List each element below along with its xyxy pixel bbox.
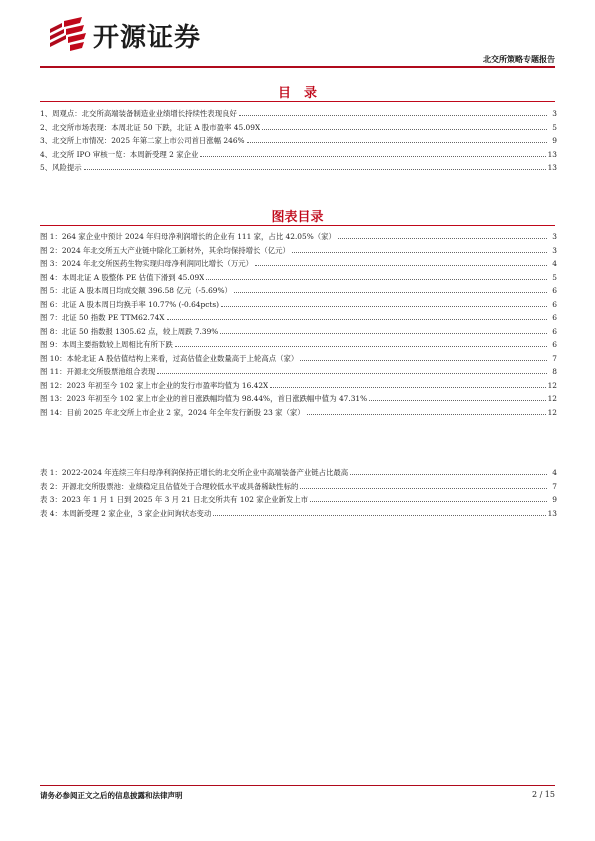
entry-page: 12: [547, 380, 557, 390]
entry-page: 12: [547, 394, 557, 403]
entry-title: 本轮北证 A 股估值结构上来看，过高估值企业数量高于上轮高点（家）: [66, 353, 299, 363]
toc-entry[interactable]: [40, 493, 557, 507]
contents-divider: [40, 101, 555, 102]
entry-number: 表 4：: [40, 508, 62, 518]
entry-title: 北交所市场表现：本周北证 50 下跌，北证 A 股市盈率 45.09X: [52, 122, 261, 132]
entry-title: 北证 A 股本周日均成交额 396.58 亿元（-5.69%）: [61, 286, 232, 295]
entry-page: 13: [547, 508, 557, 518]
entry-page: 3: [552, 245, 557, 255]
dot-leader: [247, 142, 547, 143]
toc-entry[interactable]: [40, 298, 557, 312]
dot-leader: [221, 306, 547, 307]
footer-divider: [40, 785, 555, 786]
entry-number: 图 2：: [40, 245, 62, 255]
entry-number: 图 10：: [40, 353, 67, 363]
toc-entry[interactable]: [40, 148, 557, 162]
dot-leader: [338, 238, 547, 239]
entry-title: 北交所上市情况：2025 年第二家上市公司首日涨幅 246%: [52, 136, 245, 145]
entry-number: 图 1：: [40, 232, 62, 241]
entry-title: 2023 年 1 月 1 日到 2025 年 3 月 21 日北交所共有 102 家企业新发上市: [61, 495, 309, 504]
tables-list: [40, 466, 557, 520]
entry-number: 图 14：: [40, 407, 67, 417]
toc-entry[interactable]: [40, 379, 557, 393]
dot-leader: [300, 360, 547, 361]
entry-title: 2023 年初至今 102 家上市企业的发行市盈率均值为 16.42X: [66, 380, 269, 390]
page-header: [0, 0, 595, 70]
entry-title: 周观点：北交所高端装备制造业业绩增长持续性表现良好: [52, 109, 237, 118]
entry-number: 图 11：: [40, 367, 67, 376]
entry-page: 5: [552, 272, 557, 282]
toc-entry[interactable]: [40, 325, 557, 339]
entry-title: 本周北证 A 股整体 PE 估值下滑到 45.09X: [61, 272, 205, 282]
toc-entry[interactable]: [40, 352, 557, 366]
dot-leader: [200, 156, 545, 157]
toc-entry[interactable]: [40, 338, 557, 352]
entry-page: 6: [552, 286, 557, 295]
dot-leader: [157, 373, 547, 374]
toc-entry[interactable]: [40, 121, 557, 135]
entry-number: 图 12：: [40, 380, 67, 390]
disclaimer-text: 请务必参阅正文之后的信息披露和法律声明: [40, 791, 183, 800]
entry-page: 13: [547, 149, 557, 159]
toc-entry[interactable]: [40, 230, 557, 244]
toc-entry[interactable]: [40, 311, 557, 325]
entry-page: 6: [552, 299, 557, 309]
entry-title: 2024 年北交所医药生物实现归母净利润同比增长（万元）: [61, 259, 253, 268]
entry-page: 7: [552, 481, 557, 491]
entry-title: 目前 2025 年北交所上市企业 2 家，2024 年全年发行新股 23 家（家）: [66, 407, 305, 417]
entry-page: 9: [552, 495, 557, 504]
entry-number: 5、: [40, 163, 53, 172]
entry-page: 12: [547, 407, 557, 417]
toc-entry[interactable]: [40, 507, 557, 521]
toc-entry[interactable]: [40, 406, 557, 420]
dot-leader: [206, 279, 547, 280]
dot-leader: [300, 488, 547, 489]
entry-page: 13: [547, 163, 557, 172]
report-type: 北交所策略专题报告: [483, 55, 555, 64]
entry-page: 4: [552, 259, 557, 268]
dot-leader: [175, 346, 547, 347]
dot-leader: [350, 474, 547, 475]
entry-page: 4: [552, 468, 557, 477]
toc-entry[interactable]: [40, 392, 557, 406]
entry-page: 9: [552, 136, 557, 145]
entry-title: 北证 50 指数报 1305.62 点，较上周跌 7.39%: [61, 326, 219, 336]
header-divider: [40, 66, 555, 68]
figures-divider: [40, 225, 555, 226]
entry-number: 2、: [40, 122, 53, 132]
entry-number: 图 7：: [40, 313, 62, 322]
kaiyuan-logo-icon: [48, 17, 86, 53]
entry-title: 2022-2024 年连续三年归母净利润保持正增长的北交所企业中高端装备产业链占比最高: [61, 468, 349, 477]
entry-page: 3: [552, 232, 557, 241]
entry-number: 图 4：: [40, 272, 62, 282]
entry-number: 4、: [40, 149, 53, 159]
toc-entry[interactable]: [40, 257, 557, 271]
dot-leader: [292, 252, 547, 253]
entry-title: 2024 年北交所五大产业链中除化工新材外，其余均保持增长（亿元）: [61, 245, 290, 255]
entry-number: 图 6：: [40, 299, 62, 309]
entry-number: 表 1：: [40, 468, 62, 477]
dot-leader: [307, 414, 546, 415]
entry-page: 3: [552, 109, 557, 118]
contents-list: [40, 107, 557, 175]
entry-title: 北证 A 股本周日均换手率 10.77% (-0.64pcts): [61, 299, 220, 309]
entry-number: 图 5：: [40, 286, 62, 295]
dot-leader: [255, 265, 547, 266]
dot-leader: [310, 501, 547, 502]
entry-number: 图 3：: [40, 259, 62, 268]
toc-entry[interactable]: [40, 284, 557, 298]
toc-entry[interactable]: [40, 466, 557, 480]
entry-title: 本周主要指数较上周相比有所下跌: [61, 340, 173, 349]
company-logo: [48, 17, 201, 53]
entry-page: 5: [552, 122, 557, 132]
contents-title: 目 录: [277, 86, 317, 101]
entry-title: 开源北交所股票池：业绩稳定且估值处于合理较低水平或具备稀缺性标的: [61, 481, 299, 491]
entry-title: 北交所 IPO 审核一览：本周新受理 2 家企业: [52, 149, 199, 159]
entry-number: 图 9：: [40, 340, 62, 349]
toc-entry[interactable]: [40, 161, 557, 175]
entry-title: 北证 50 指数 PE TTM62.74X: [61, 313, 165, 322]
entry-number: 1、: [40, 109, 53, 118]
entry-number: 3、: [40, 136, 53, 145]
figures-title: 图表目录: [271, 210, 324, 225]
dot-leader: [369, 400, 545, 401]
dot-leader: [213, 515, 545, 516]
figures-list: [40, 230, 557, 419]
page-indicator: 2 / 15: [531, 790, 555, 799]
toc-entry[interactable]: [40, 107, 557, 121]
logo-text: 开源证券: [93, 22, 202, 53]
dot-leader: [84, 169, 546, 170]
entry-page: 7: [552, 353, 557, 363]
toc-entry[interactable]: [40, 271, 557, 285]
entry-number: 表 2：: [40, 481, 62, 491]
dot-leader: [270, 387, 545, 388]
entry-title: 风险提示: [52, 163, 82, 172]
entry-number: 图 8：: [40, 326, 62, 336]
toc-entry[interactable]: [40, 134, 557, 148]
dot-leader: [220, 333, 547, 334]
dot-leader: [239, 115, 547, 116]
toc-entry[interactable]: [40, 480, 557, 494]
entry-title: 264 家企业中预计 2024 年归母净利润增长的企业有 111 家，占比 42.05%（家）: [61, 232, 336, 241]
entry-title: 开源北交所股票池组合表现: [66, 367, 156, 376]
dot-leader: [262, 129, 547, 130]
entry-title: 2023 年初至今 102 家上市企业的首日涨跌幅均值为 98.44%，首日涨跌幅中值为 47.31%: [66, 394, 368, 403]
entry-page: 8: [552, 367, 557, 376]
entry-page: 6: [552, 326, 557, 336]
dot-leader: [167, 319, 547, 320]
entry-number: 图 13：: [40, 394, 67, 403]
entry-title: 本周新受理 2 家企业，3 家企业问询状态变动: [61, 508, 212, 518]
entry-number: 表 3：: [40, 495, 62, 504]
entry-page: 6: [552, 313, 557, 322]
entry-page: 6: [552, 340, 557, 349]
toc-entry[interactable]: [40, 244, 557, 258]
toc-entry[interactable]: [40, 365, 557, 379]
dot-leader: [234, 292, 547, 293]
